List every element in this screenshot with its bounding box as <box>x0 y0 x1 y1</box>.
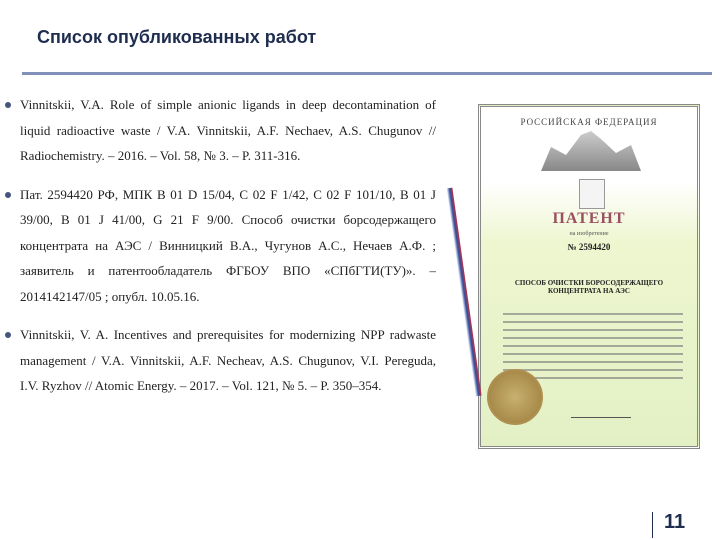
bullet-icon <box>5 332 11 338</box>
publication-list <box>20 92 436 412</box>
publication-text: Vinnitskii, V.A. Role of simple anionic ligands in deep decontamination of liquid radioactive waste / V.A. Vinnitskii, A.F. Nechaev, A.S. Chugunov // Radiochemistry. – 2016. – Vol. 58, № 3. – P. 311-316. <box>20 97 436 163</box>
bullet-icon <box>5 102 11 108</box>
patent-number: № 2594420 <box>567 242 611 252</box>
slide-title: Список опубликованных работ <box>37 27 317 47</box>
title-divider <box>22 72 712 75</box>
ribbon-decoration <box>446 188 481 397</box>
kremlin-illustration <box>541 131 641 171</box>
publication-item <box>20 322 436 399</box>
page-number-divider <box>652 512 653 538</box>
seal-icon <box>487 369 543 425</box>
publication-text: Пат. 2594420 РФ, МПК B 01 D 15/04, C 02 F 1/42, C 02 F 101/10, B 01 J 39/00, B 01 J 41/00, G 21 F 9/00. Способ очистки борсодержащего концентрата на АЭС / Винницкий В.А., Чугунов А.С., Нечаев А.Ф. ; заявитель и патентообладатель ФГБОУ ВПО «СПбГТИ(ТУ)». – 2014142147/05 ; опубл. 10.05.16. <box>20 186 436 304</box>
publication-item <box>20 182 436 310</box>
patent-name: СПОСОБ ОЧИСТКИ БОРОСОДЕРЖАЩЕГО КОНЦЕНТРАТА НА АЭС <box>514 279 664 295</box>
coat-of-arms-icon <box>579 179 605 209</box>
publication-text: Vinnitskii, V. A. Incentives and prerequisites for modernizing NPP radwaste management / V.A. Vinnitskii, A.F. Necheav, A.S. Chugunov, V.I. Pereguda, I.V. Ryzhov // Atomic Energy. – 2017. – Vol. 121, № 5. – P. 350–354. <box>20 327 436 393</box>
patent-header: РОССИЙСКАЯ ФЕДЕРАЦИЯ <box>520 117 658 127</box>
patent-title: ПАТЕНТ <box>552 210 626 227</box>
page-number: 11 <box>664 511 686 533</box>
patent-subtitle: на изобретение <box>569 231 609 237</box>
publication-item <box>20 92 436 169</box>
signature <box>571 417 631 418</box>
patent-certificate-image <box>478 104 700 449</box>
bullet-icon <box>5 192 11 198</box>
